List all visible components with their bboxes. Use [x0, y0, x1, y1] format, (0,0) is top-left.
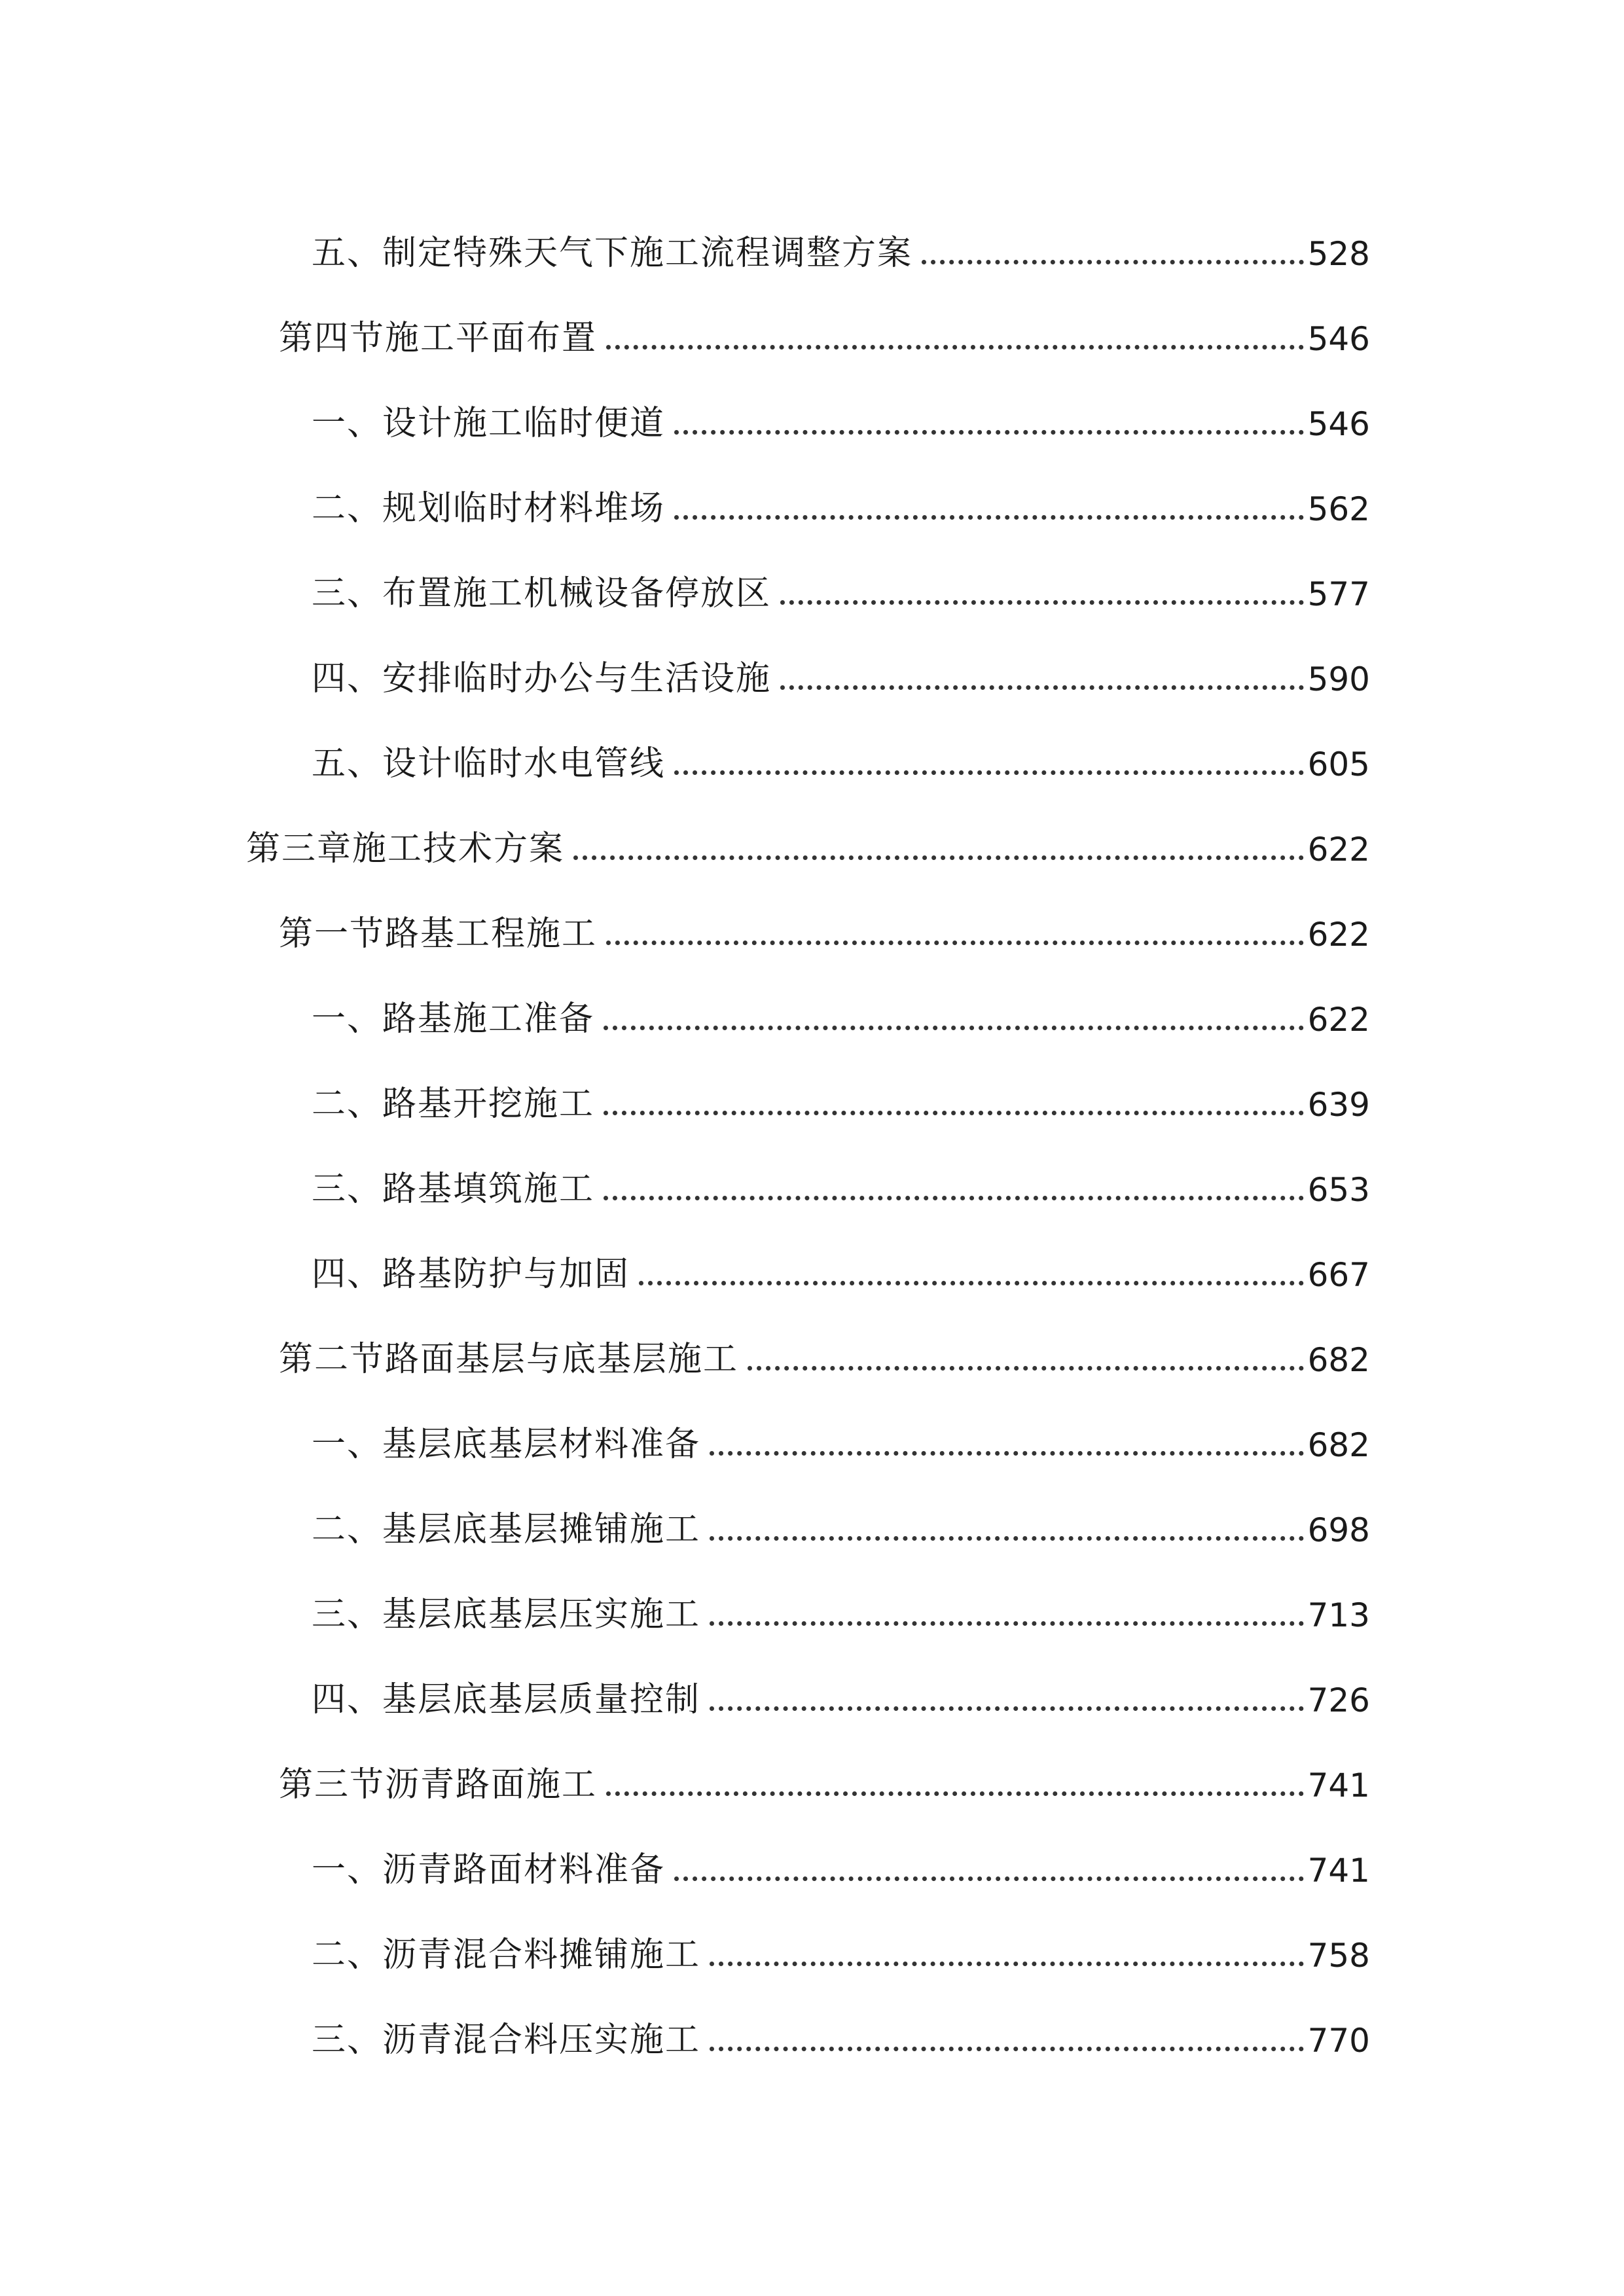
toc-entry-subsection[interactable]	[312, 715, 1370, 781]
toc-entry-subsection[interactable]	[312, 545, 1370, 611]
toc-page-number: 622	[1307, 916, 1370, 951]
toc-dot-leader	[674, 515, 1304, 520]
toc-entry-title: 二、路基开挖施工	[312, 1085, 595, 1121]
toc-entry-chapter[interactable]	[246, 800, 1370, 866]
toc-page-number: 770	[1307, 2022, 1370, 2057]
toc-entry-subsection[interactable]	[312, 1056, 1370, 1121]
toc-page-number: 639	[1307, 1086, 1370, 1121]
toc-page-number: 682	[1307, 1341, 1370, 1376]
toc-entry-section[interactable]	[279, 1311, 1370, 1376]
toc-entry-title: 二、沥青混合料摊铺施工	[312, 1935, 701, 1972]
toc-page-number: 562	[1307, 490, 1370, 526]
toc-page-number: 741	[1307, 1767, 1370, 1802]
toc-page-number: 622	[1307, 831, 1370, 866]
toc-dot-leader	[604, 1196, 1304, 1200]
toc-entry-title: 五、设计临时水电管线	[312, 744, 666, 781]
toc-page-number: 528	[1307, 235, 1370, 270]
toc-dot-leader	[710, 2047, 1304, 2051]
toc-dot-leader	[710, 1962, 1304, 1966]
toc-entry-title: 四、基层底基层质量控制	[312, 1680, 701, 1717]
toc-page-number: 653	[1307, 1171, 1370, 1206]
toc-entry-title: 二、规划临时材料堆场	[312, 489, 666, 526]
toc-dot-leader	[674, 430, 1304, 435]
toc-entry-title: 三、布置施工机械设备停放区	[312, 574, 772, 611]
toc-entry-subsection[interactable]	[312, 205, 1370, 270]
toc-dot-leader	[780, 600, 1304, 605]
toc-page-number: 682	[1307, 1426, 1370, 1462]
toc-dot-leader	[604, 1111, 1304, 1115]
toc-page-number: 546	[1307, 320, 1370, 355]
toc-page-number: 698	[1307, 1511, 1370, 1547]
toc-entry-subsection[interactable]	[312, 460, 1370, 526]
toc-dot-leader	[710, 1706, 1304, 1711]
toc-dot-leader	[674, 1876, 1304, 1881]
toc-entry-subsection[interactable]	[312, 1141, 1370, 1206]
toc-entry-title: 一、设计施工临时便道	[312, 404, 666, 440]
toc-page-number: 667	[1307, 1256, 1370, 1291]
toc-entry-subsection[interactable]	[312, 630, 1370, 696]
toc-page-number: 590	[1307, 660, 1370, 696]
toc-entry-subsection[interactable]	[312, 1821, 1370, 1887]
toc-entry-title: 五、制定特殊天气下施工流程调整方案	[312, 234, 913, 270]
toc-entry-subsection[interactable]	[312, 971, 1370, 1036]
toc-dot-leader	[606, 1791, 1304, 1796]
toc-entry-section[interactable]	[279, 1736, 1370, 1802]
toc-entry-title: 第二节路面基层与底基层施工	[279, 1340, 739, 1376]
toc-dot-leader	[573, 855, 1304, 860]
toc-page-number: 605	[1307, 745, 1370, 781]
toc-entry-title: 第三章施工技术方案	[246, 829, 565, 866]
toc-entry-title: 第三节沥青路面施工	[279, 1765, 598, 1802]
toc-entry-title: 一、沥青路面材料准备	[312, 1850, 666, 1887]
toc-dot-leader	[710, 1451, 1304, 1456]
toc-page-number: 758	[1307, 1937, 1370, 1972]
toc-entry-section[interactable]	[279, 290, 1370, 355]
toc-page-number: 713	[1307, 1596, 1370, 1632]
toc-entry-title: 第一节路基工程施工	[279, 914, 598, 951]
toc-entry-subsection[interactable]	[312, 1481, 1370, 1547]
toc-entry-subsection[interactable]	[312, 1907, 1370, 1972]
toc-entry-title: 二、基层底基层摊铺施工	[312, 1510, 701, 1547]
toc-page-number: 741	[1307, 1852, 1370, 1887]
toc-dot-leader	[710, 1536, 1304, 1541]
toc-dot-leader	[674, 770, 1304, 775]
toc-dot-leader	[606, 941, 1304, 945]
toc-dot-leader	[710, 1621, 1304, 1626]
toc-entry-title: 四、路基防护与加固	[312, 1255, 630, 1291]
toc-entry-title: 四、安排临时办公与生活设施	[312, 659, 772, 696]
toc-entry-title: 一、路基施工准备	[312, 999, 595, 1036]
toc-dot-leader	[780, 685, 1304, 690]
toc-page-number: 726	[1307, 1681, 1370, 1717]
toc-dot-leader	[748, 1366, 1304, 1371]
toc-entry-subsection[interactable]	[312, 1651, 1370, 1717]
toc-entry-subsection[interactable]	[312, 375, 1370, 440]
toc-dot-leader	[639, 1281, 1304, 1285]
toc-entry-subsection[interactable]	[312, 1566, 1370, 1632]
toc-entry-title: 一、基层底基层材料准备	[312, 1425, 701, 1462]
toc-entry-title: 第四节施工平面布置	[279, 319, 598, 355]
toc-dot-leader	[922, 260, 1304, 264]
toc-page-number: 577	[1307, 575, 1370, 611]
toc-dot-leader	[604, 1026, 1304, 1030]
toc-entry-title: 三、路基填筑施工	[312, 1170, 595, 1206]
toc-page-number: 546	[1307, 405, 1370, 440]
toc-entry-subsection[interactable]	[312, 1396, 1370, 1462]
toc-page-number: 622	[1307, 1001, 1370, 1036]
toc-entry-title: 三、沥青混合料压实施工	[312, 2020, 701, 2057]
toc-dot-leader	[606, 345, 1304, 350]
toc-entry-subsection[interactable]	[312, 1992, 1370, 2057]
toc-entry-title: 三、基层底基层压实施工	[312, 1595, 701, 1632]
toc-entry-section[interactable]	[279, 886, 1370, 951]
toc-entry-subsection[interactable]	[312, 1226, 1370, 1291]
